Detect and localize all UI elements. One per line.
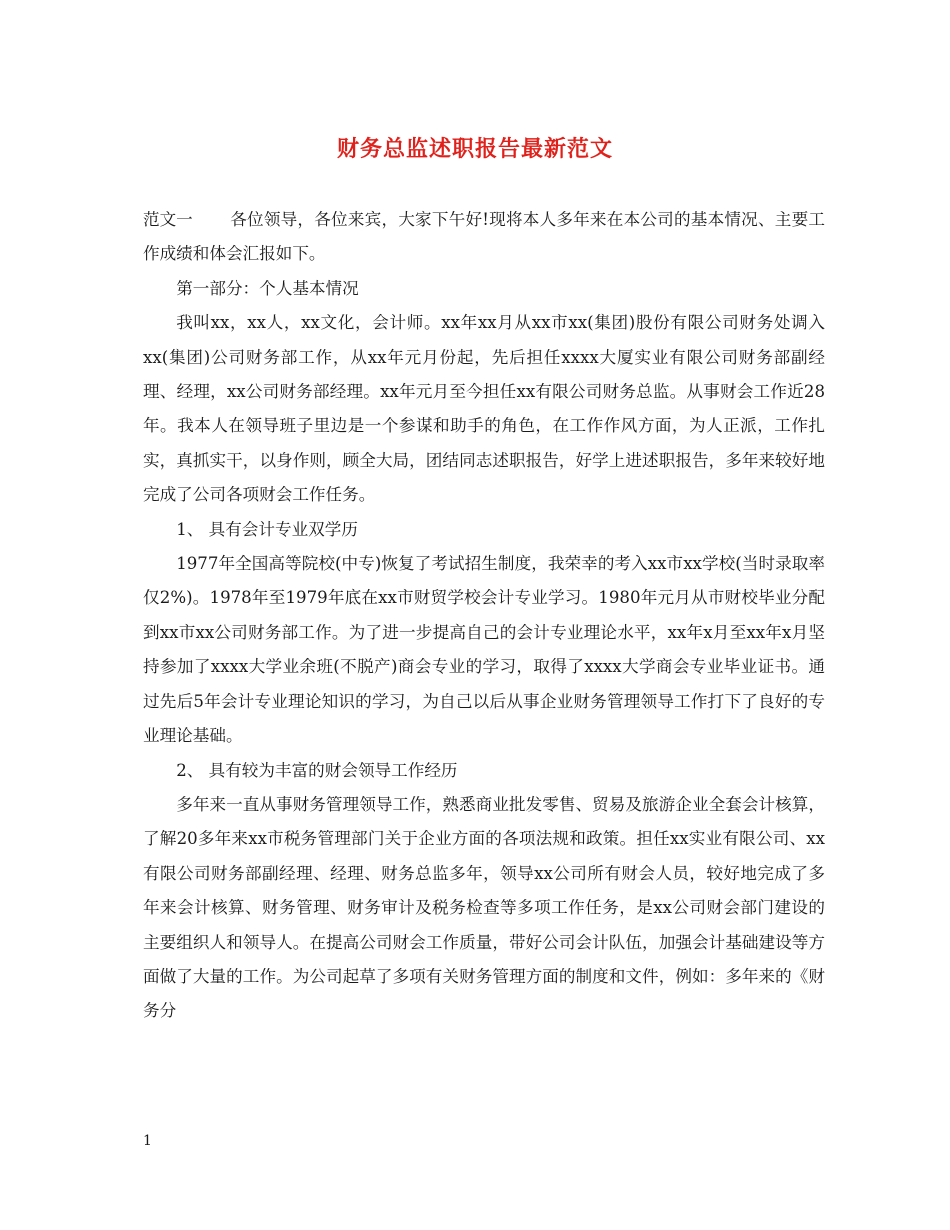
lead-label: 范文一: [143, 210, 193, 229]
item-heading-education: 1、 具有会计专业双学历: [176, 519, 358, 539]
item-heading-experience: 2、 具有较为丰富的财会领导工作经历: [176, 760, 458, 780]
lead-text: 各位领导，各位来宾，大家下午好!现将本人多年来在本公司的基本情况、主要工作成绩和体会汇报如下。: [143, 210, 825, 264]
document-body: [143, 203, 825, 1029]
lead-paragraph: [143, 203, 825, 272]
paragraph-personal-info: 我叫xx，xx人，xx文化，会计师。xx年xx月从xx市xx(集团)股份有限公司财务处调入xx(集团)公司财务部工作，从xx年元月份起，先后担任xxxx大厦实业有限公司财务部副经理、经理，xx公司财务部经理。xx年元月至今担任xx有限公司财务总监。从事财会工作近28年。我本人在领导班子里边是一个参谋和助手的角色，在工作作风方面，为人正派，工作扎实，真抓实干，以身作则，顾全大局，团结同志述职报告，好学上进述职报告，多年来较好地完成了公司各项财会工作任务。: [143, 313, 825, 505]
page-number: 1: [143, 1133, 152, 1149]
document-title: 财务总监述职报告最新范文: [336, 136, 613, 162]
section-heading: 第一部分：个人基本情况: [176, 278, 359, 298]
paragraph-experience: 多年来一直从事财务管理领导工作，熟悉商业批发零售、贸易及旅游企业全套会计核算，了解20多年来xx市税务管理部门关于企业方面的各项法规和政策。担任xx实业有限公司、xx有限公司财务部副经理、经理、财务总监多年，领导xx公司所有财会人员，较好地完成了多年来会计核算、财务管理、财务审计及税务检查等多项工作任务，是xx公司财会部门建设的主要组织人和领导人。在提高公司财会工作质量，带好公司会计队伍，加强会计基础建设等方面做了大量的工作。为公司起草了多项有关财务管理方面的制度和文件，例如：多年来的《财务分: [143, 794, 825, 1021]
paragraph-education: 1977年全国高等院校(中专)恢复了考试招生制度，我荣幸的考入xx市xx学校(当时录取率仅2%)。1978年至1979年底在xx市财贸学校会计专业学习。1980年元月从市财校毕业分配到xx市xx公司财务部工作。为了进一步提高自己的会计专业理论水平，xx年x月至xx年x月坚持参加了xxxx大学业余班(不脱产)商会专业的学习，取得了xxxx大学商会专业毕业证书。通过先后5年会计专业理论知识的学习，为自己以后从事企业财务管理领导工作打下了良好的专业理论基础。: [143, 554, 825, 746]
